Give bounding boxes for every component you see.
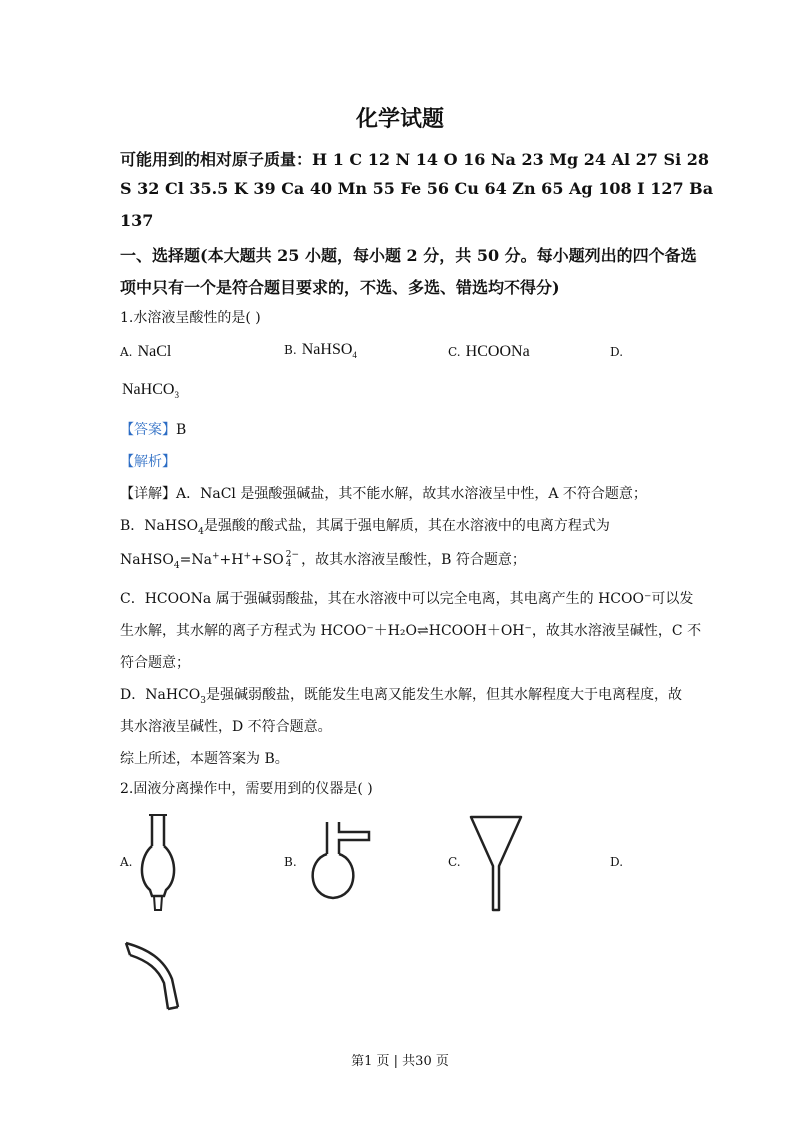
- detail-c-line-1: C．HCOONa 属于强碱弱酸盐，其在水溶液中可以完全电离，其电离产生的 HCOO⁻可以发: [120, 591, 694, 607]
- question-2-stem: 2.固液分离操作中，需要用到的仪器是( ): [120, 781, 373, 797]
- q2-option-b-letter: B.: [284, 855, 297, 869]
- q1-option-b: B. NaHSO$_4$: [284, 341, 357, 361]
- detail-a-line: 【详解】A．NaCl 是强酸强碱盐，其不能水解，故其水溶液呈中性，A 不符合题意；: [120, 486, 647, 502]
- atomic-masses-line-3: 137: [120, 211, 154, 230]
- detail-d-line-2: 其水溶液呈碱性，D 不符合题意。: [120, 719, 332, 735]
- detail-b-line-2: NaHSO$_4$=Na++H++SO 2− 4 ，故其水溶液呈酸性，B 符合题意；: [120, 550, 526, 571]
- section-heading-line-2: 项中只有一个是符合题目要求的，不选、多选、错选均不得分): [120, 278, 560, 297]
- distilling-flask-icon: [305, 818, 375, 902]
- q2-option-d-letter: D.: [610, 855, 624, 869]
- detail-c-line-2: 生水解，其水解的离子方程式为 HCOO⁻＋H₂O⇌HCOOH＋OH⁻，故其水溶液呈碱性，C 不: [120, 623, 702, 639]
- page-title: 化学试题: [355, 106, 444, 132]
- section-heading-line-1: 一、选择题(本大题共 25 小题，每小题 2 分，共 50 分。每小题列出的四个备选: [120, 246, 697, 265]
- analysis-tag: 【解析】: [120, 454, 176, 470]
- answer-line: [120, 419, 186, 439]
- atomic-masses-line-1: 可能用到的相对原子质量：H 1 C 12 N 14 O 16 Na 23 Mg 24 Al 27 Si 28: [120, 150, 709, 169]
- q2-option-c-letter: C.: [448, 855, 461, 869]
- answer-value: B: [176, 422, 187, 438]
- detail-b-line-1: B．NaHSO$_4$是强酸的酸式盐，其属于强电解质，其在水溶液中的电离方程式为: [120, 518, 610, 537]
- q1-option-d-formula: NaHCO$_3$: [122, 381, 179, 401]
- bent-tube-icon: [118, 935, 190, 1015]
- q1-option-c: C. HCOONa: [448, 343, 530, 360]
- funnel-icon: [468, 812, 524, 916]
- detail-tag: 【详解】: [120, 486, 176, 502]
- question-1-stem: 1.水溶液呈酸性的是( ): [120, 310, 261, 326]
- answer-tag: 【答案】: [120, 422, 176, 438]
- q2-option-a-letter: A.: [120, 855, 133, 869]
- page-footer: 第1 页 | 共30 页: [351, 1054, 449, 1069]
- summary-line: 综上所述，本题答案为 B。: [120, 751, 289, 767]
- detail-c-line-3: 符合题意；: [120, 655, 190, 671]
- detail-d-line-1: D．NaHCO$_3$是强碱弱酸盐，既能发生电离又能发生水解，但其水解程度大于电离程度，故: [120, 687, 682, 706]
- q1-option-a: A. NaCl: [120, 343, 172, 360]
- volumetric-pipette-icon: [138, 810, 180, 918]
- q1-option-d-letter: D.: [610, 345, 624, 359]
- atomic-masses-line-2: S 32 Cl 35.5 K 39 Ca 40 Mn 55 Fe 56 Cu 64 Zn 65 Ag 108 I 127 Ba: [120, 179, 714, 198]
